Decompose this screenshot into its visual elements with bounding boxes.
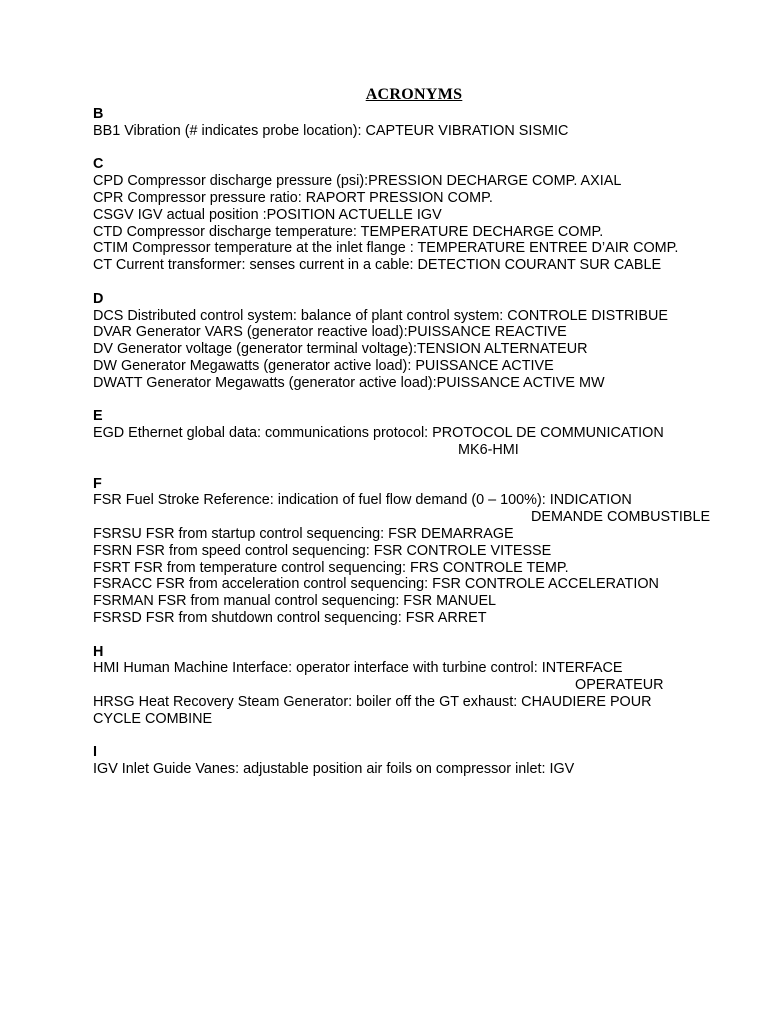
- acronym-entry: FSRACC FSR from acceleration control sequencing: FSR CONTROLE ACCELERATION: [93, 576, 659, 593]
- acronym-entry: DWATT Generator Megawatts (generator active load):PUISSANCE ACTIVE MW: [93, 374, 605, 391]
- acronym-entry: FSRT FSR from temperature control sequencing: FRS CONTROLE TEMP.: [93, 559, 569, 576]
- section-i: [93, 744, 753, 778]
- section-letter: I: [93, 744, 97, 761]
- acronym-entry-continuation: OPERATEUR: [575, 677, 664, 694]
- acronym-list: [93, 106, 753, 795]
- acronym-entry: CT Current transformer: senses current in a cable: DETECTION COURANT SUR CABLE: [93, 257, 662, 274]
- acronym-entry: FSRSU FSR from startup control sequencing: FSR DEMARRAGE: [93, 525, 514, 542]
- section-b: [93, 106, 753, 140]
- acronym-entry-continuation: MK6-HMI: [458, 441, 519, 458]
- section-letter: B: [93, 106, 104, 122]
- acronym-entry: EGD Ethernet global data: communications protocol: PROTOCOL DE COMMUNICATION: [93, 425, 664, 442]
- acronym-entry: HMI Human Machine Interface: operator interface with turbine control: INTERFACE: [93, 660, 623, 677]
- acronym-entry-continuation: DEMANDE COMBUSTIBLE: [531, 509, 711, 526]
- acronym-entry: CTIM Compressor temperature at the inlet flange : TEMPERATURE ENTREE D’AIR COMP.: [93, 240, 679, 257]
- acronym-entry: HRSG Heat Recovery Steam Generator: boiler off the GT exhaust: CHAUDIERE POUR: [93, 693, 652, 710]
- acronym-entry: FSR Fuel Stroke Reference: indication of fuel flow demand (0 – 100%): INDICATION: [93, 492, 632, 509]
- acronym-entry-continuation: CYCLE COMBINE: [93, 710, 213, 727]
- acronym-entry: DVAR Generator VARS (generator reactive load):PUISSANCE REACTIVE: [93, 324, 567, 341]
- acronym-entry: CPD Compressor discharge pressure (psi):PRESSION DECHARGE COMP. AXIAL: [93, 173, 622, 190]
- section-f: [93, 476, 753, 627]
- acronym-entry: DW Generator Megawatts (generator active load): PUISSANCE ACTIVE: [93, 357, 554, 374]
- acronym-entry: FSRSD FSR from shutdown control sequencing: FSR ARRET: [93, 609, 487, 626]
- section-letter: D: [93, 290, 104, 307]
- page-title: ACRONYMS: [365, 86, 463, 103]
- section-e: [93, 408, 753, 458]
- acronym-entry: BB1 Vibration (# indicates probe location): CAPTEUR VIBRATION SISMIC: [93, 122, 569, 139]
- acronym-entry: FSRMAN FSR from manual control sequencing: FSR MANUEL: [93, 593, 497, 610]
- acronym-entry: FSRN FSR from speed control sequencing: FSR CONTROLE VITESSE: [93, 542, 552, 559]
- section-letter: H: [93, 643, 104, 660]
- section-h: [93, 644, 753, 728]
- acronym-entry: CTD Compressor discharge temperature: TEMPERATURE DECHARGE COMP.: [93, 223, 604, 240]
- acronym-entry: DV Generator voltage (generator terminal voltage):TENSION ALTERNATEUR: [93, 341, 588, 358]
- acronym-entry: DCS Distributed control system: balance of plant control system: CONTROLE DISTRIBUE: [93, 307, 669, 324]
- section-c: [93, 156, 753, 274]
- section-letter: F: [93, 475, 102, 492]
- section-letter: E: [93, 408, 103, 425]
- section-letter: C: [93, 156, 104, 173]
- acronym-entry: CSGV IGV actual position :POSITION ACTUELLE IGV: [93, 206, 442, 223]
- section-d: [93, 291, 753, 392]
- acronym-entry: CPR Compressor pressure ratio: RAPORT PRESSION COMP.: [93, 189, 493, 206]
- acronym-entry: IGV Inlet Guide Vanes: adjustable position air foils on compressor inlet: IGV: [93, 761, 575, 778]
